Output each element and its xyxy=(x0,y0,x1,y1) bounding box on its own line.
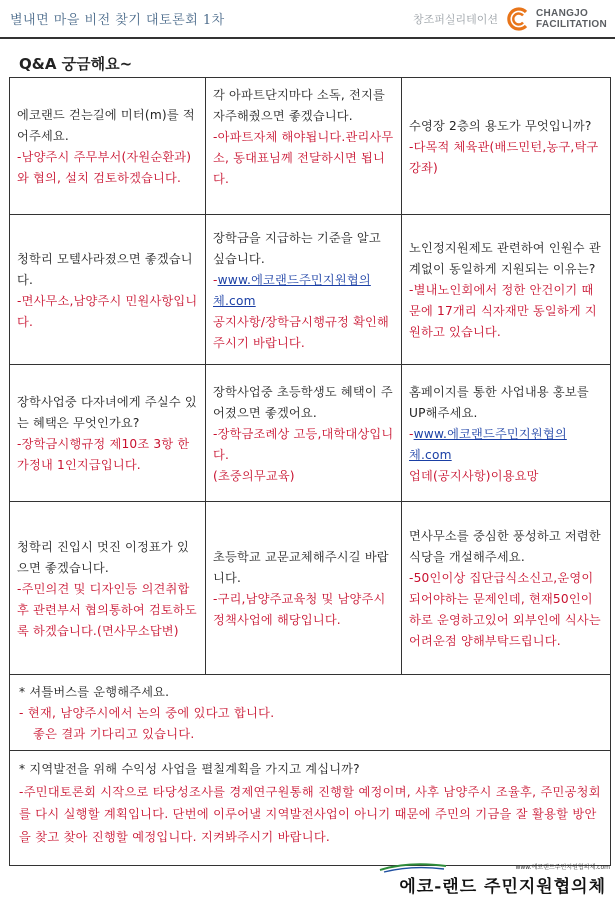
qa-cell xyxy=(206,502,402,675)
link-prefix: - xyxy=(409,426,414,441)
answer-link-line xyxy=(213,270,395,312)
question-text: 홈페이지를 통한 사업내용 홍보를 UP해주세요. xyxy=(409,384,589,420)
footer-logo xyxy=(378,858,610,898)
link-prefix: - xyxy=(213,272,218,287)
question-text: * 셔틀버스를 운행해주세요. xyxy=(19,685,170,699)
brand-en-line-1: CHANGJO xyxy=(536,8,589,19)
question-text: 수영장 2층의 용도가 무엇입니까? xyxy=(409,118,592,133)
question-text: 장학사업중 초등학생도 혜택이 주어졌으면 좋겠어요. xyxy=(213,384,393,420)
document-title: 별내면 마을 비전 찾기 대토론회 1차 xyxy=(10,13,225,28)
qa-cell xyxy=(10,502,206,675)
answer-text: 업데(공지사항)이용요망 xyxy=(409,468,539,483)
qa-cell xyxy=(402,78,611,215)
brand-english-name xyxy=(536,8,607,30)
answer-text: -구리,남양주교육청 및 남양주시 정책사업에 해당입니다. xyxy=(213,592,386,627)
footer-organization-name: 에코-랜드 주민지원협의체 xyxy=(399,877,606,897)
answer-text: -50인이상 집단급식소신고,운영이 되어야하는 문제인데, 현재50인이하로 운영하고있어 외부인에 식사는 어려운점 양해부탁드립니다. xyxy=(409,571,601,648)
qa-table xyxy=(9,77,611,866)
answer-text: -주민의견 및 디자인등 의견취합후 관련부서 협의통하여 검토하도록 하겠습니다.(면사무소답변) xyxy=(17,581,197,638)
answer-text: -면사무소,남양주시 민원사항입니다. xyxy=(17,293,198,329)
qa-cell xyxy=(402,215,611,365)
qa-cell xyxy=(402,365,611,502)
section-title: Q&A 궁금해요~ xyxy=(19,55,133,73)
qa-cell xyxy=(10,78,206,215)
question-text: 노인정지원제도 관련하여 인원수 관계없이 동일하게 지원되는 이유는? xyxy=(409,241,601,276)
table-row xyxy=(10,502,611,675)
qa-cell xyxy=(10,365,206,502)
qa-cell xyxy=(206,365,402,502)
table-row xyxy=(10,78,611,215)
document-header xyxy=(0,0,615,36)
footer-website: www.에코랜드주민지원협의체.com xyxy=(515,864,610,871)
header-divider xyxy=(0,37,615,39)
brand-korean-name: 창조퍼실리테이션 xyxy=(412,13,498,26)
answer-text: -남양주시 주무부서(자원순환과)와 협의, 설치 검토하겠습니다. xyxy=(17,150,192,185)
question-text: 각 아파트단지마다 소독, 전지를 자주해줬으면 좋겠습니다. xyxy=(213,88,385,123)
question-text: 면사무소를 중심한 풍성하고 저렴한 식당을 개설해주세요. xyxy=(409,529,601,564)
qa-cell xyxy=(402,502,611,675)
table-row xyxy=(10,675,611,751)
question-text: * 지역발전을 위해 수익성 사업을 펼칠계획을 가지고 계십니까? xyxy=(19,762,360,776)
table-row xyxy=(10,215,611,365)
answer-text: -주민대토론회 시작으로 타당성조사를 경제연구원통해 진행할 예정이며, 사후 남양주시 조율후, 주민공청회를 다시 실행할 계획입니다. 단번에 이루어낼 지역발전사업이 아니기 때문에 주민의 기금을 잘 활용할 방안을 찾고 찾아 진행할 예정입니다. 지켜봐주시기 바랍니다. xyxy=(19,784,601,844)
answer-text: 공지사항/장학금시행규정 확인해주시기 바랍니다. xyxy=(213,314,390,350)
table-row xyxy=(10,365,611,502)
qa-wide-cell xyxy=(10,751,611,866)
question-text: 초등학교 교문교체해주시길 바랍니다. xyxy=(213,550,389,585)
brand-logo-icon xyxy=(506,7,530,31)
table-row xyxy=(10,751,611,866)
qa-cell xyxy=(206,78,402,215)
answer-link-line xyxy=(409,424,604,466)
website-link[interactable]: www.에코랜드주민지원협의체.com xyxy=(213,272,371,308)
question-text: 장학사업중 다자녀에게 주실수 있는 혜택은 무엇인가요? xyxy=(17,395,197,430)
question-text: 청학리 진입시 멋진 이정표가 있으면 좋겠습니다. xyxy=(17,539,189,575)
question-text: 장학금을 지급하는 기준을 알고 싶습니다. xyxy=(213,230,381,266)
question-text: 에코랜드 걷는길에 미터(m)를 적어주세요. xyxy=(17,108,195,143)
answer-note: (초중의무교육) xyxy=(213,468,295,483)
answer-text: -아파트자체 해야됩니다.관리사무소, 동대표님께 전달하시면 됩니다. xyxy=(213,130,394,186)
qa-cell xyxy=(10,215,206,365)
answer-text: 좋은 결과 기다리고 있습니다. xyxy=(33,727,195,741)
question-text: 청학리 모텔사라졌으면 좋겠습니다. xyxy=(17,251,193,287)
brand-en-line-2: FACILITATION xyxy=(536,19,607,30)
answer-text: -다목적 체육관(배드민턴,농구,탁구강좌) xyxy=(409,139,599,175)
website-link[interactable]: www.에코랜드주민지원협의체.com xyxy=(409,426,567,462)
answer-text: -별내노인회에서 정한 안건이기 때문에 17개리 식자재만 동일하게 지원하고 있습니다. xyxy=(409,283,597,339)
answer-text: -장학금시행규정 제10조 3항 한가정내 1인지급입니다. xyxy=(17,437,190,472)
answer-text: - 현재, 남양주시에서 논의 중에 있다고 합니다. xyxy=(19,706,275,720)
brand-block xyxy=(413,4,607,34)
qa-wide-cell xyxy=(10,675,611,751)
qa-cell xyxy=(206,215,402,365)
answer-text: -장학금조례상 고등,대학대상입니다. xyxy=(213,426,394,462)
